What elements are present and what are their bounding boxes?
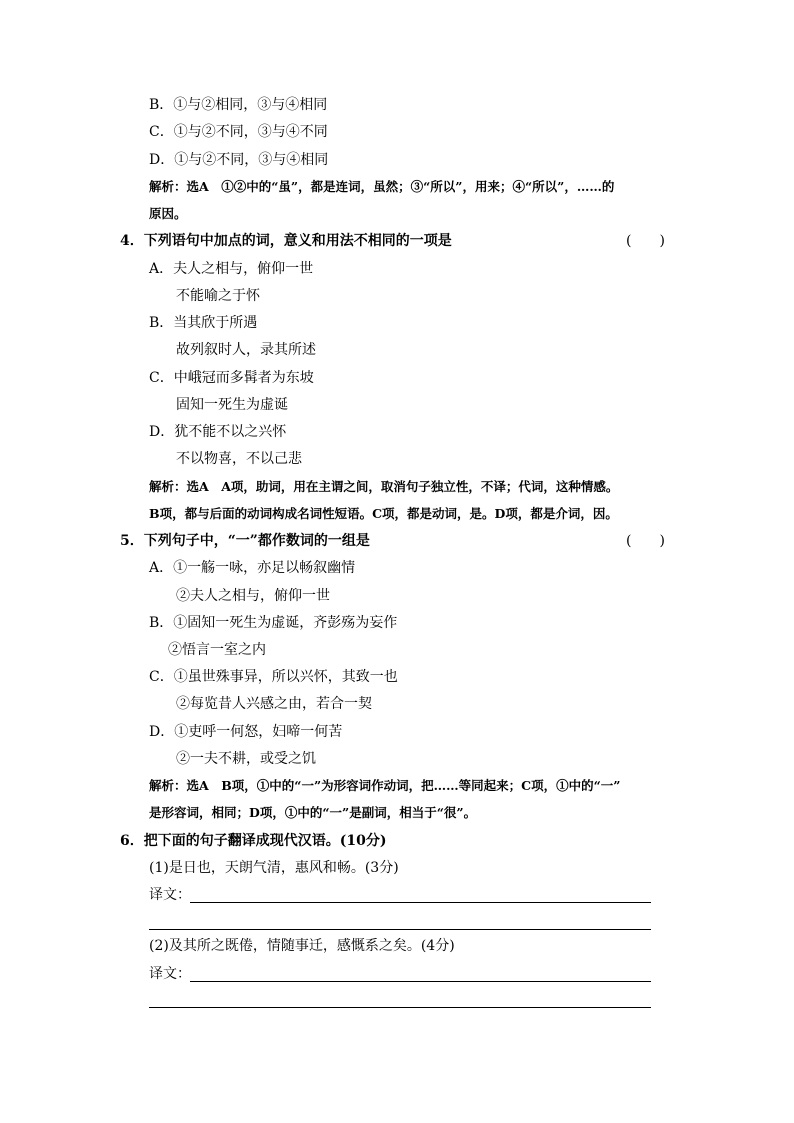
q5-option-a-line1: A．①一觞一咏，亦足以畅叙幽情 (149, 560, 356, 576)
q4-explanation-line2: B项，都与后面的动词构成名词性短语。C项，都是动词，是。D项，都是介词，因。 (149, 506, 618, 521)
q6-translation-label-1: 译文： (149, 887, 191, 903)
q5-stem: 5．下列句子中，“一”都作数词的一组是 (120, 533, 370, 549)
q5-option-d-line1: D．①吏呼一何怒，妇啼一何苦 (149, 724, 343, 740)
q6-sentence-2: (2)及其所之既倦，情随事迁，感慨系之矣。(4分) (149, 938, 455, 954)
q4-option-d-line1: D．犹不能不以之兴怀 (149, 424, 287, 440)
q6-answer-line-1a[interactable] (190, 902, 651, 903)
q5-option-d-line2: ②一夫不耕，或受之饥 (176, 751, 316, 767)
q4-option-b-line2: 故列叙时人，录其所述 (176, 342, 316, 358)
q5-explanation-line1: 解析：选A B项，①中的“一”为形容词作动词，把……等同起来；C项，①中的“一” (149, 778, 621, 793)
q4-option-c-line2: 固知一死生为虚诞 (176, 397, 288, 413)
q4-stem: 4．下列语句中加点的词，意义和用法不相同的一项是 (120, 233, 452, 249)
q4-option-a-line1: A．夫人之相与，俯仰一世 (149, 261, 314, 277)
q5-option-c-line1: C．①虽世殊事异，所以兴怀，其致一也 (149, 669, 398, 685)
q4-option-a-line2: 不能喻之于怀 (176, 288, 260, 304)
q5-option-b-line2: ②悟言一室之内 (168, 642, 266, 658)
q3-explanation-line1: 解析：选A ①②中的“虽”，都是连词，虽然；③“所以”，用来；④“所以”，……的 (149, 179, 615, 194)
q3-explanation-line2: 原因。 (149, 206, 187, 221)
q4-explanation-line1: 解析：选A A项，助词，用在主谓之间，取消句子独立性，不译；代词，这种情感。 (149, 479, 619, 494)
q6-answer-line-2a[interactable] (190, 981, 651, 982)
q5-explanation-line2: 是形容词，相同；D项，①中的“一”是副词，相当于“很”。 (149, 805, 477, 820)
q3-option-c: C．①与②不同，③与④不同 (149, 124, 328, 140)
q5-answer-blank: ( ) (626, 533, 665, 549)
q6-stem: 6．把下面的句子翻译成现代汉语。(10分) (120, 833, 387, 849)
q4-option-c-line1: C．中峨冠而多髯者为东坡 (149, 370, 314, 386)
q6-answer-line-2b[interactable] (149, 1007, 651, 1008)
q4-option-d-line2: 不以物喜，不以己悲 (176, 451, 302, 467)
q5-option-a-line2: ②夫人之相与，俯仰一世 (176, 588, 330, 604)
q6-translation-label-2: 译文： (149, 966, 191, 982)
q3-option-d: D．①与②不同，③与④相同 (149, 152, 329, 168)
q6-sentence-1: (1)是日也，天朗气清，惠风和畅。(3分) (149, 860, 399, 876)
q4-option-b-line1: B．当其欣于所遇 (149, 315, 258, 331)
q6-answer-line-1b[interactable] (149, 929, 651, 930)
q5-option-c-line2: ②每览昔人兴感之由，若合一契 (176, 696, 372, 712)
q3-option-b: B．①与②相同，③与④相同 (149, 97, 328, 113)
q5-option-b-line1: B．①固知一死生为虚诞，齐彭殇为妄作 (149, 615, 398, 631)
q4-answer-blank: ( ) (626, 233, 665, 249)
